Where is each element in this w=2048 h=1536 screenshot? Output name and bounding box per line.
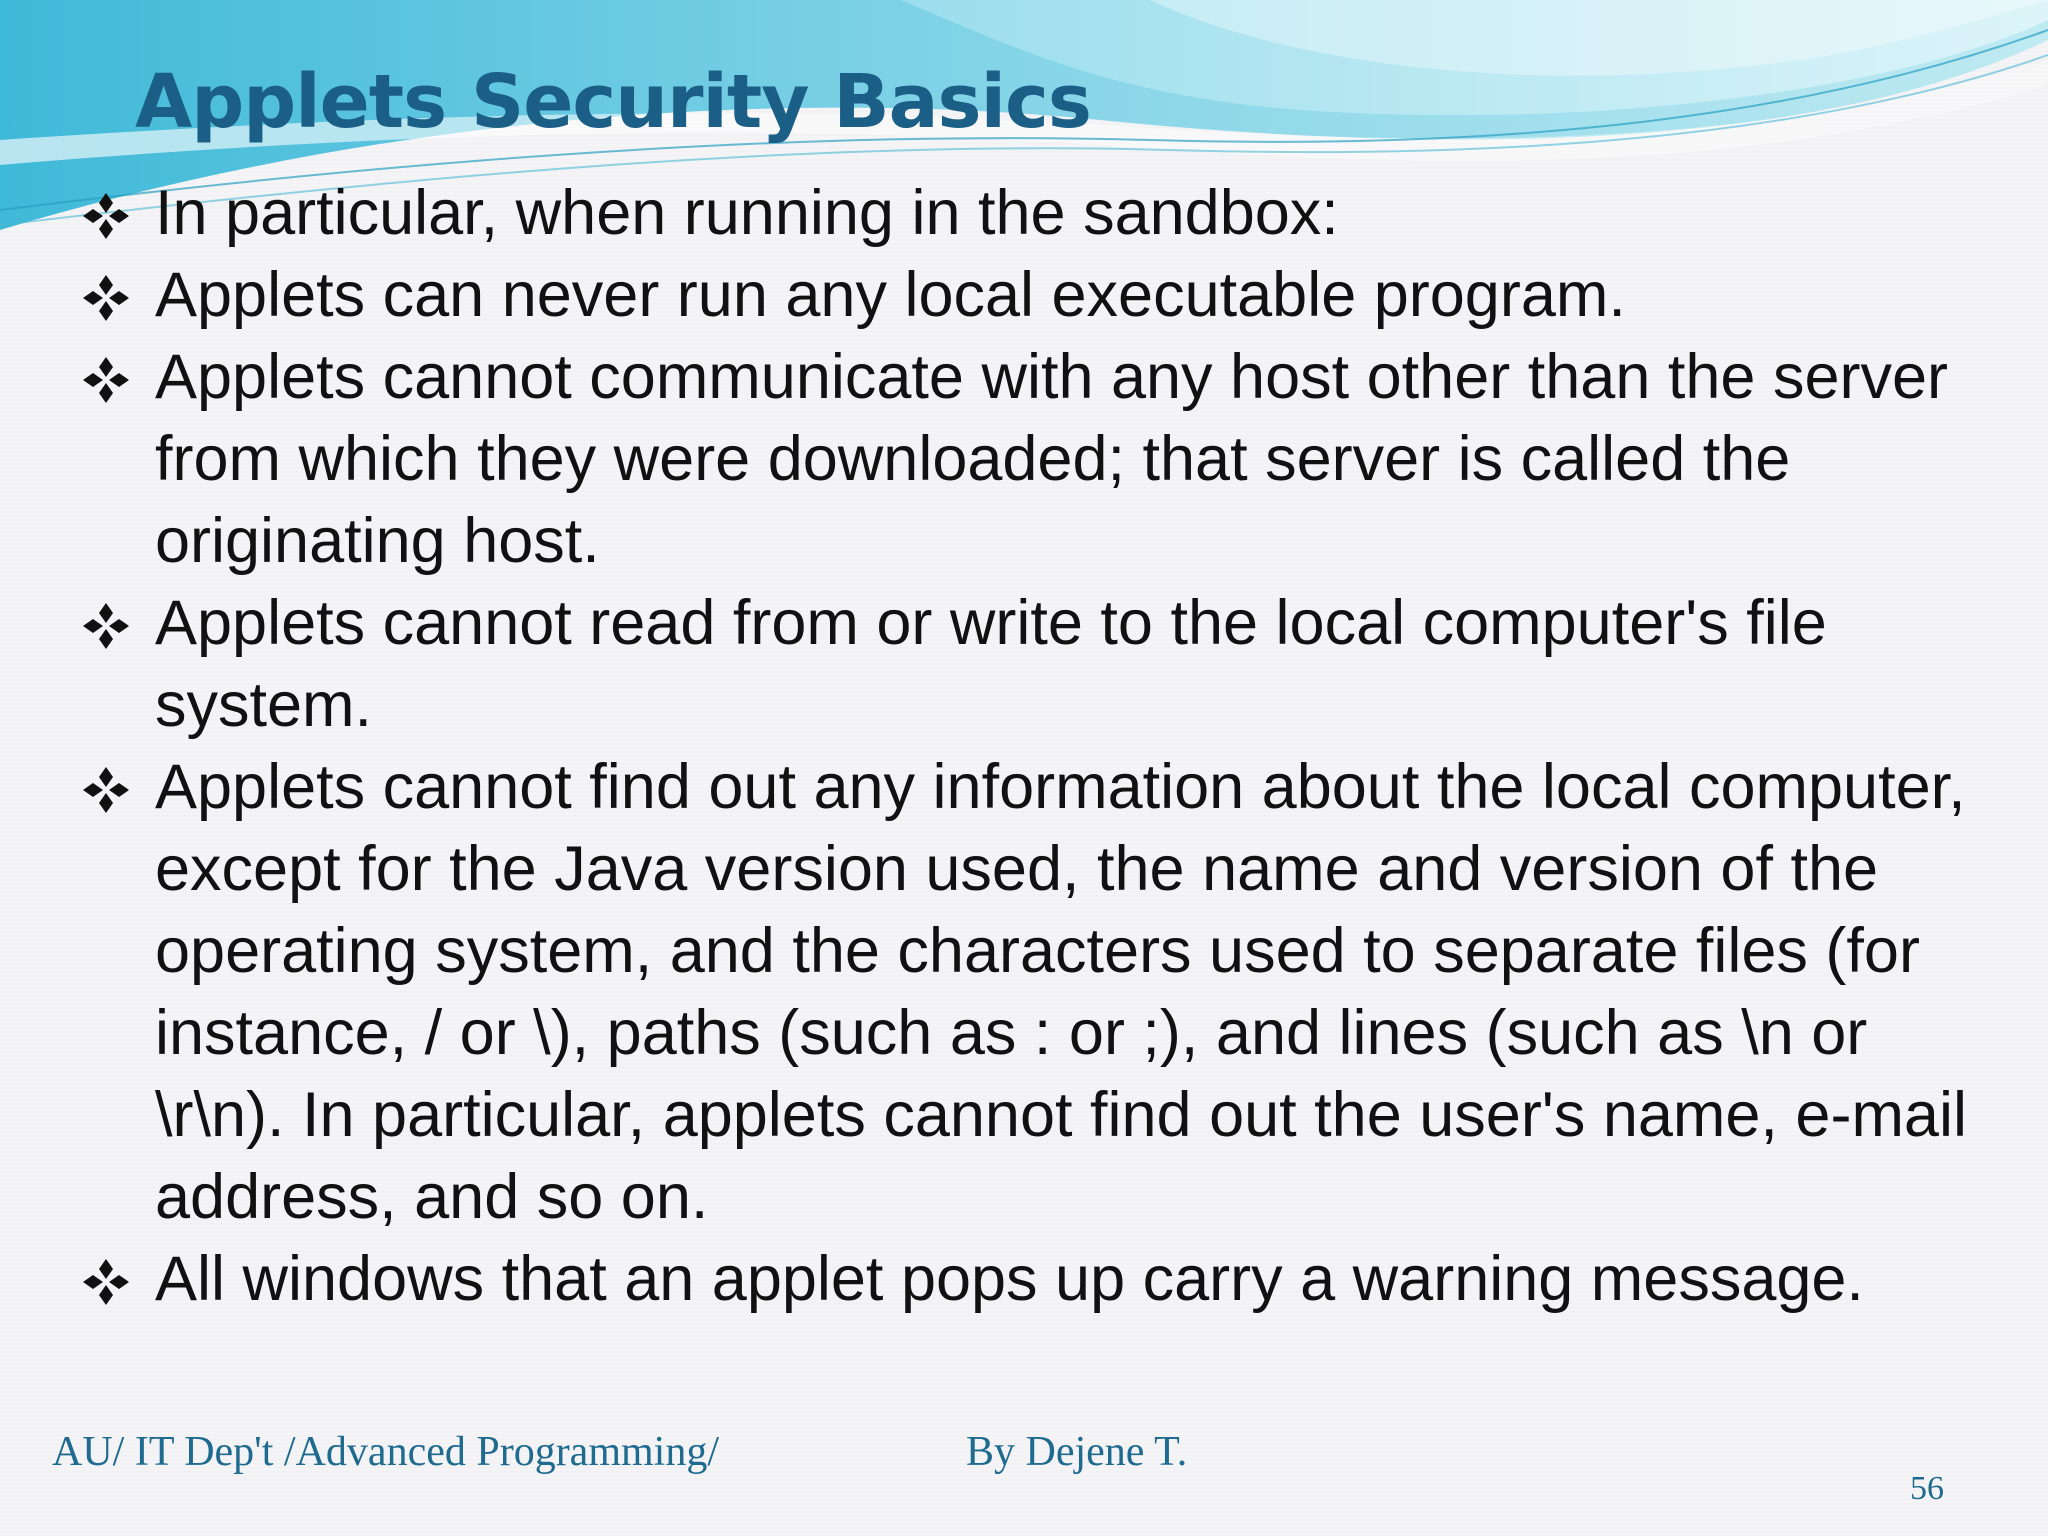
bullet-text: Applets cannot communicate with any host other than the server from which they were downloaded; that server is called the originating host. [155,342,1948,576]
page-number: 56 [1910,1470,1944,1507]
bullet-text: Applets cannot read from or write to the local computer's file system. [155,588,1827,740]
bullet-item [80,746,2000,1238]
slide-title: Applets Security Basics [135,59,1091,145]
bullet-text: Applets can never run any local executable program. [155,260,1626,330]
footer-author: By Dejene T. [966,1429,1188,1475]
four-diamond-bullet-icon [80,1256,132,1308]
bullet-item [80,582,2000,746]
footer-course-label: AU/ IT Dep't /Advanced Programming/ [52,1429,719,1475]
bullet-text: Applets cannot find out any information about the local computer, except for the Java version used, the name and version of the operating system, and the characters used to separate files (for instance, / or \), paths (such as : or ;), and lines (such as \n or \r\n). In particular, applets cannot find out the user's name, e-mail address, and so on. [155,752,1967,1232]
bullet-item [80,254,2000,336]
four-diamond-bullet-icon [80,272,132,324]
bullet-item [80,1238,2000,1320]
four-diamond-bullet-icon [80,190,132,242]
bullet-item [80,172,2000,254]
bullet-item [80,336,2000,582]
bullet-list [80,172,2000,1320]
four-diamond-bullet-icon [80,600,132,652]
four-diamond-bullet-icon [80,354,132,406]
bullet-text: In particular, when running in the sandbox: [155,178,1339,248]
bullet-text: All windows that an applet pops up carry a warning message. [155,1244,1864,1314]
four-diamond-bullet-icon [80,764,132,816]
